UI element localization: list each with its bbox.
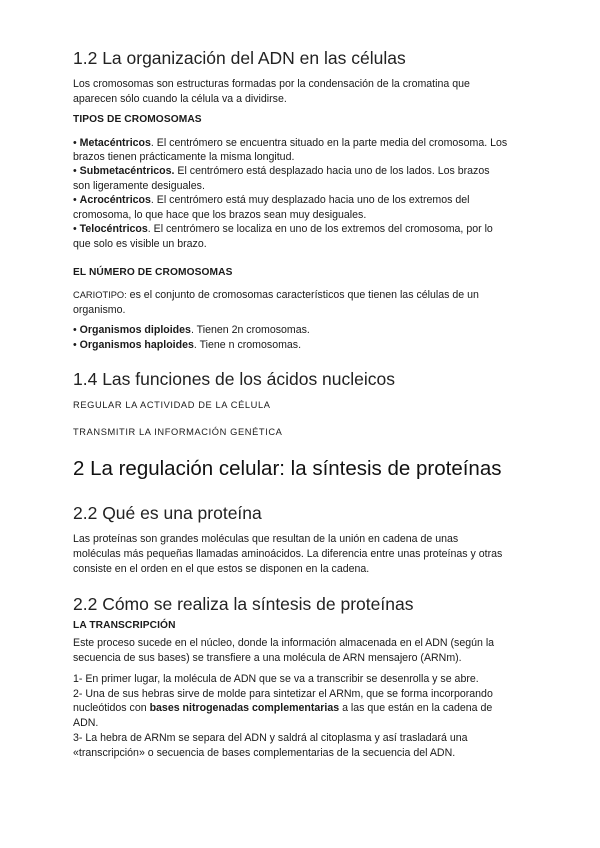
meta-text-2: brazos tienen prácticamente la misma longitud. bbox=[73, 151, 295, 163]
section-1-4-title: 1.4 Las funciones de los ácidos nucleicos bbox=[73, 369, 396, 389]
bullet-mark: • bbox=[73, 339, 77, 351]
bullet-acrocentricos bbox=[73, 193, 470, 208]
term-acrocentricos: Acrocéntricos bbox=[79, 194, 151, 206]
step-3-line-1: 3- La hebra de ARNm se separa del ADN y saldrá al citoplasma y así trasladará una bbox=[73, 732, 468, 744]
diploides-text: . Tienen 2n cromosomas. bbox=[190, 324, 310, 336]
sub-text-2: son ligeramente desiguales. bbox=[73, 180, 205, 192]
bullet-submetacentricos bbox=[73, 164, 490, 179]
cariotipo-text-2: organismo. bbox=[73, 304, 126, 316]
step-2-text-a: nucleótidos con bbox=[73, 702, 150, 714]
bullet-mark: • bbox=[73, 223, 77, 235]
proteina-line-1: Las proteínas son grandes moléculas que resultan de la unión en cadena de unas bbox=[73, 533, 459, 545]
section-1-2-title: 1.2 La organización del ADN en las células bbox=[73, 48, 406, 68]
bullet-metacentricos bbox=[73, 136, 507, 151]
numero-heading: EL NÚMERO DE CROMOSOMAS bbox=[73, 267, 233, 278]
step-2-text-b: a las que están en la cadena de bbox=[339, 702, 493, 714]
acro-text-1: . El centrómero está muy desplazado hacia uno de los extremos del bbox=[150, 194, 470, 206]
bullet-mark: • bbox=[73, 165, 77, 177]
proteina-line-3: consiste en el orden en el que estos se disponen en la cadena. bbox=[73, 563, 370, 575]
bullet-telocentricos bbox=[73, 222, 493, 237]
term-diploides: Organismos diploides bbox=[79, 324, 191, 336]
term-haploides: Organismos haploides bbox=[79, 339, 194, 351]
bullet-mark: • bbox=[73, 324, 77, 336]
meta-text-1: . El centrómero se encuentra situado en la parte media del cromosoma. Los bbox=[150, 137, 508, 149]
section-2-2-sintesis-title: 2.2 Cómo se realiza la síntesis de proteínas bbox=[73, 594, 414, 614]
intro-line-2: aparecen sólo cuando la célula va a dividirse. bbox=[73, 93, 287, 105]
cariotipo-text-1: es el conjunto de cromosomas característicos que tienen las células de un bbox=[126, 289, 479, 301]
tipos-heading: TIPOS DE CROMOSOMAS bbox=[73, 114, 202, 125]
sub-text-1: El centrómero está desplazado hacia uno de los lados. Los brazos bbox=[174, 165, 490, 177]
step-2-line-2 bbox=[73, 701, 492, 716]
bullet-haploides bbox=[73, 338, 301, 353]
haploides-text: . Tiene n cromosomas. bbox=[193, 339, 302, 351]
step-3-line-2: «transcripción» o secuencia de bases complementarias de la secuencia del ADN. bbox=[73, 747, 456, 759]
bullet-diploides bbox=[73, 323, 310, 338]
transcripcion-heading: LA TRANSCRIPCIÓN bbox=[73, 620, 176, 631]
term-telocentricos: Telocéntricos bbox=[79, 223, 148, 235]
step-2-line-3: ADN. bbox=[73, 717, 99, 729]
step-1: 1- En primer lugar, la molécula de ADN que se va a transcribir se desenrolla y se abre. bbox=[73, 673, 479, 685]
funcion-item-1: REGULAR LA ACTIVIDAD DE LA CÉLULA bbox=[73, 400, 271, 410]
transcripcion-line-2: secuencia de sus bases) se transfiere a una molécula de ARN mensajero (ARNm). bbox=[73, 652, 462, 664]
cariotipo-label: CARIOTIPO: bbox=[73, 290, 127, 300]
funcion-item-2: TRANSMITIR LA INFORMACIÓN GENÉTICA bbox=[73, 427, 283, 437]
term-submetacentricos: Submetacéntricos. bbox=[79, 165, 175, 177]
intro-line-1: Los cromosomas son estructuras formadas por la condensación de la cromatina que bbox=[73, 78, 470, 90]
step-2-line-1: 2- Una de sus hebras sirve de molde para sintetizar el ARNm, que se forma incorporando bbox=[73, 688, 493, 700]
bullet-mark: • bbox=[73, 137, 77, 149]
transcripcion-line-1: Este proceso sucede en el núcleo, donde la información almacenada en el ADN (según la bbox=[73, 637, 495, 649]
section-2-2-proteina-title: 2.2 Qué es una proteína bbox=[73, 503, 262, 523]
acro-text-2: cromosoma, lo que hace que los brazos sean muy desiguales. bbox=[73, 209, 367, 221]
term-metacentricos: Metacéntricos bbox=[79, 137, 151, 149]
telo-text-1: . El centrómero se localiza en uno de los extremos del cromosoma, por lo bbox=[147, 223, 493, 235]
bullet-mark: • bbox=[73, 194, 77, 206]
chapter-2-title: 2 La regulación celular: la síntesis de proteínas bbox=[73, 457, 502, 480]
telo-text-2: que solo es visible un brazo. bbox=[73, 238, 207, 250]
proteina-line-2: moléculas más pequeñas llamadas aminoácidos. La diferencia entre unas proteínas y otras bbox=[73, 548, 503, 560]
step-2-bold-term: bases nitrogenadas complementarias bbox=[149, 702, 340, 714]
cariotipo-line-1 bbox=[73, 288, 479, 303]
